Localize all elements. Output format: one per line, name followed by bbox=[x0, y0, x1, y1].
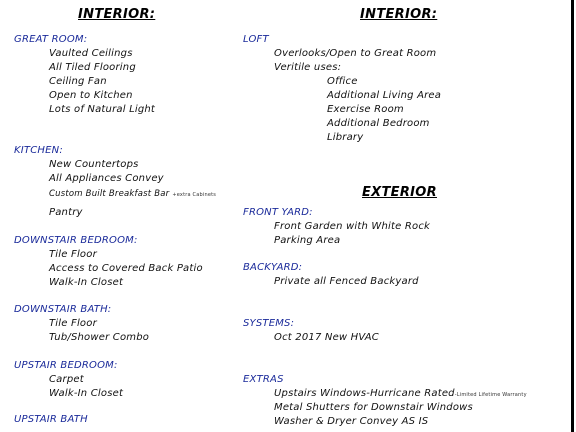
upstair-bedroom-item: Walk-In Closet bbox=[49, 388, 124, 399]
kitchen-title: KITCHEN: bbox=[14, 145, 63, 156]
right-interior-heading: INTERIOR: bbox=[360, 7, 438, 22]
loft-use: Additional Bedroom bbox=[327, 118, 430, 129]
downstair-bedroom-item: Walk-In Closet bbox=[49, 277, 124, 288]
front-yard-item: Parking Area bbox=[274, 235, 341, 246]
upstair-bedroom-item: Carpet bbox=[49, 374, 84, 385]
upstair-bedroom-title: UPSTAIR BEDROOM: bbox=[14, 360, 118, 371]
upstair-bath-title: UPSTAIR BATH bbox=[14, 414, 88, 425]
exterior-heading: EXTERIOR bbox=[362, 185, 437, 200]
kitchen-item: Pantry bbox=[49, 207, 83, 218]
downstair-bath-item: Tub/Shower Combo bbox=[49, 332, 150, 343]
extras-item: Metal Shutters for Downstair Windows bbox=[274, 402, 473, 413]
extras-item: Washer & Dryer Convey AS IS bbox=[274, 416, 429, 427]
kitchen-item: New Countertops bbox=[49, 159, 139, 170]
breakfast-bar-note: +extra Cabinets bbox=[172, 192, 217, 198]
downstair-bedroom-item: Tile Floor bbox=[49, 249, 97, 260]
loft-use: Additional Living Area bbox=[327, 90, 442, 101]
front-yard-item: Front Garden with White Rock bbox=[274, 221, 431, 232]
loft-use: Library bbox=[327, 132, 364, 143]
great-room-item: Vaulted Ceilings bbox=[49, 48, 133, 59]
extras-windows-note: -Limited Lifetime Warranty bbox=[454, 392, 527, 398]
downstair-bath-title: DOWNSTAIR BATH: bbox=[14, 304, 112, 315]
loft-item: Overlooks/Open to Great Room bbox=[274, 48, 437, 59]
downstair-bath-item: Tile Floor bbox=[49, 318, 97, 329]
backyard-item: Private all Fenced Backyard bbox=[274, 276, 419, 287]
right-border-line bbox=[571, 0, 574, 432]
backyard-title: BACKYARD: bbox=[243, 262, 303, 273]
great-room-item: Ceiling Fan bbox=[49, 76, 107, 87]
extras-windows-label: Upstairs Windows-Hurricane Rated bbox=[274, 388, 455, 399]
breakfast-bar-label: Custom Built Breakfast Bar bbox=[49, 189, 170, 199]
downstair-bedroom-title: DOWNSTAIR BEDROOM: bbox=[14, 235, 138, 246]
systems-title: SYSTEMS: bbox=[243, 318, 295, 329]
great-room-item: All Tiled Flooring bbox=[49, 62, 136, 73]
loft-use: Exercise Room bbox=[327, 104, 404, 115]
extras-title: EXTRAS bbox=[243, 374, 284, 385]
loft-use: Office bbox=[327, 76, 358, 87]
kitchen-item-breakfast-bar bbox=[49, 189, 216, 199]
great-room-title: GREAT ROOM: bbox=[14, 34, 88, 45]
great-room-item: Lots of Natural Light bbox=[49, 104, 156, 115]
systems-item: Oct 2017 New HVAC bbox=[274, 332, 379, 343]
downstair-bedroom-item: Access to Covered Back Patio bbox=[49, 263, 203, 274]
front-yard-title: FRONT YARD: bbox=[243, 207, 313, 218]
great-room-item: Open to Kitchen bbox=[49, 90, 133, 101]
extras-item-windows bbox=[274, 388, 527, 399]
left-interior-heading: INTERIOR: bbox=[78, 7, 156, 22]
loft-item: Veritile uses: bbox=[274, 62, 342, 73]
loft-title: LOFT bbox=[243, 34, 269, 45]
kitchen-item: All Appliances Convey bbox=[49, 173, 164, 184]
